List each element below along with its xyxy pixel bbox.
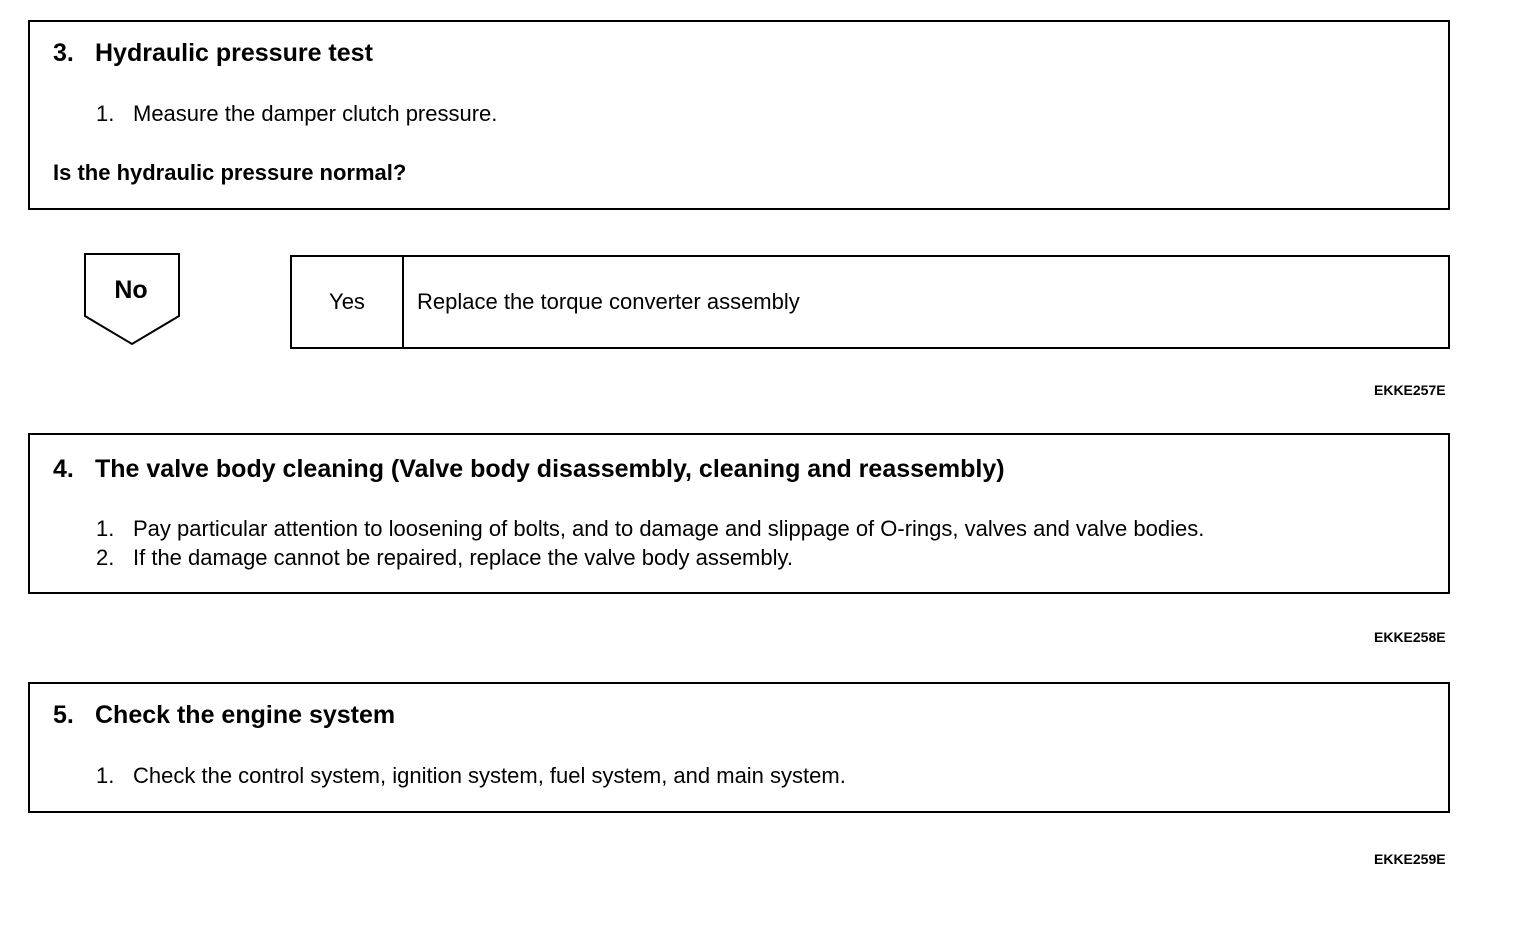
yes-action: Replace the torque converter assembly — [417, 289, 800, 314]
step-4-heading — [53, 455, 1005, 484]
step-5-item-1-number: 1. — [96, 763, 115, 788]
step-4-item-2 — [96, 545, 793, 571]
figure-code-2: EKKE258E — [1374, 629, 1446, 645]
step-3-title: Hydraulic pressure test — [95, 39, 373, 67]
step-5-title: Check the engine system — [95, 701, 396, 729]
step-4-number: 4. — [53, 455, 74, 483]
figure-code-1: EKKE257E — [1374, 382, 1446, 398]
step-5-item-1-text: Check the control system, ignition system, fuel system, and main system. — [133, 763, 846, 788]
yes-label: Yes — [292, 257, 404, 347]
step-4-item-1 — [96, 516, 1204, 542]
yes-box — [290, 255, 1450, 349]
step-5-number: 5. — [53, 701, 74, 729]
step-3-heading — [53, 39, 373, 68]
step-5-item-1 — [96, 763, 846, 789]
step-4-item-1-number: 1. — [96, 516, 115, 541]
step-5-heading — [53, 701, 395, 730]
step-4-item-2-number: 2. — [96, 545, 115, 570]
step-4-title: The valve body cleaning (Valve body disassembly, cleaning and reassembly) — [95, 455, 1005, 483]
figure-code-3: EKKE259E — [1374, 851, 1446, 867]
step-4-item-1-text: Pay particular attention to loosening of bolts, and to damage and slippage of O-rings, valves and valve bodies. — [133, 516, 1205, 541]
step-3-number: 3. — [53, 39, 74, 67]
step-3-item-1-text: Measure the damper clutch pressure. — [133, 101, 498, 126]
step-3-question: Is the hydraulic pressure normal? — [53, 160, 407, 185]
step-3-item-1-number: 1. — [96, 101, 115, 126]
step-3-item-1 — [96, 101, 497, 127]
step-4-item-2-text: If the damage cannot be repaired, replace the valve body assembly. — [133, 545, 793, 570]
no-label: No — [114, 276, 148, 304]
